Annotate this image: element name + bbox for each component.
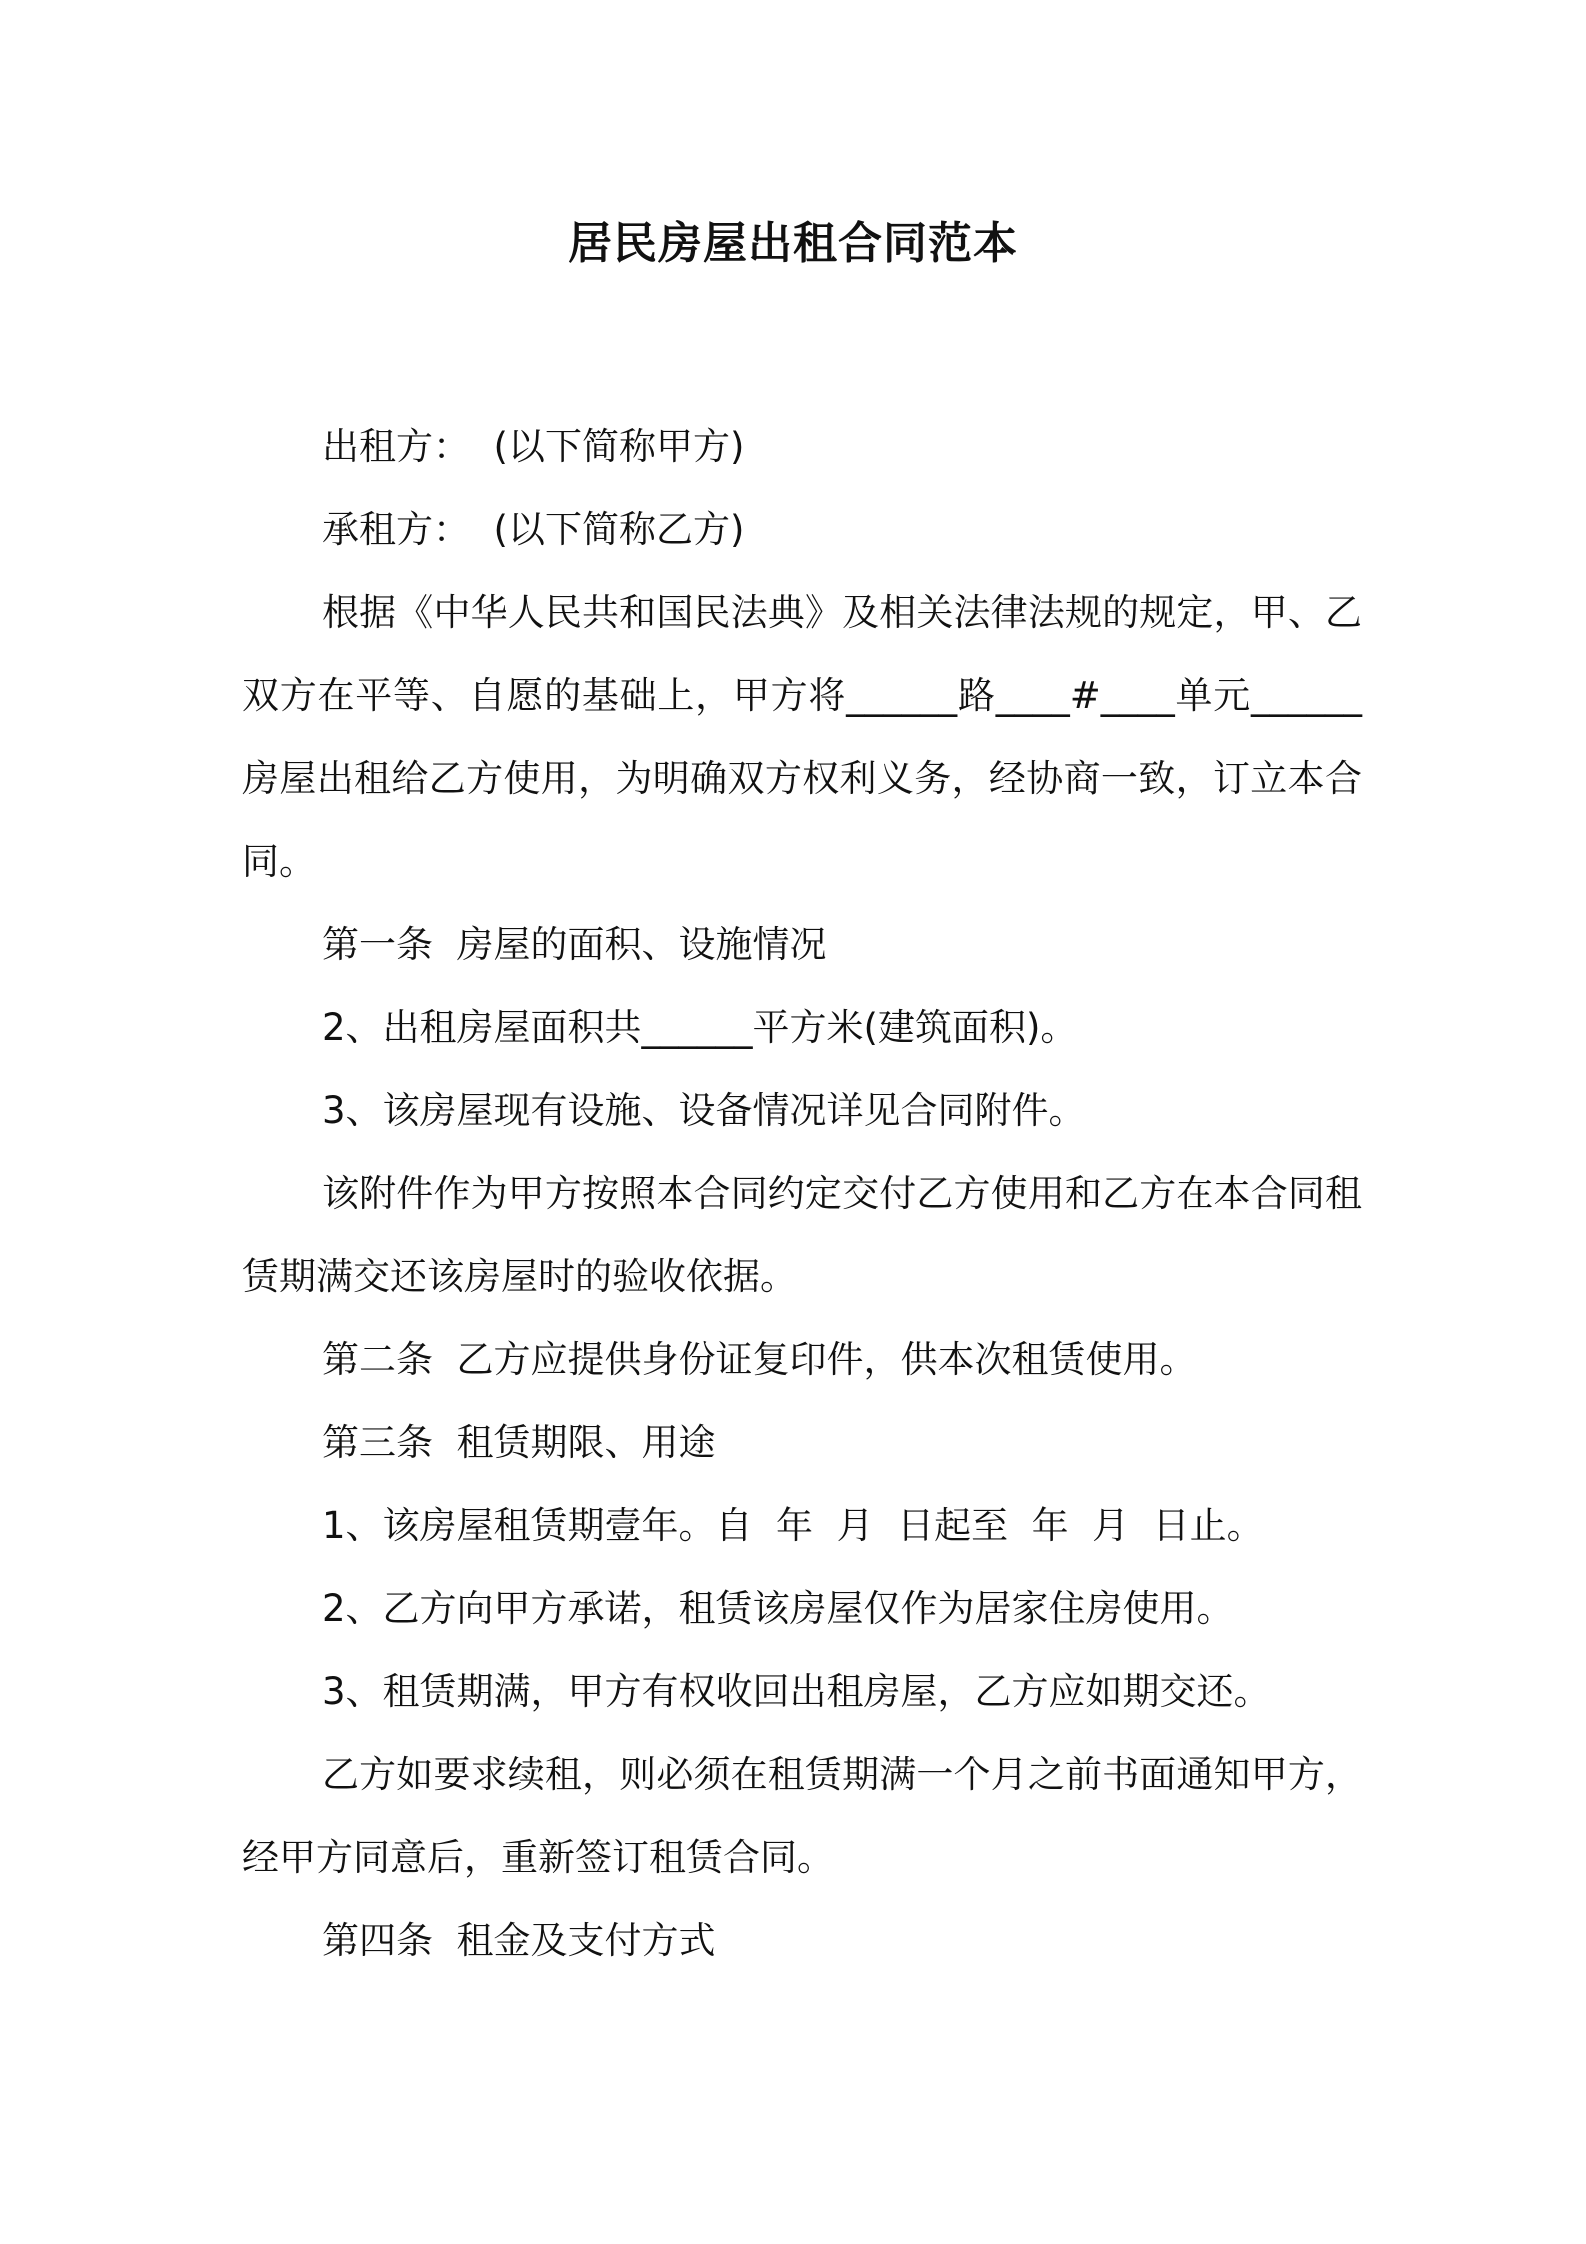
document-title: 居民房屋出租合同范本	[568, 218, 1018, 269]
preamble-paragraph: 根据《中华人民共和国民法典》及相关法律法规的规定，甲、乙双方在平等、自愿的基础上，甲方将______路____#____单元______房屋出租给乙方使用，为明确双方权利义务，经协商一致，订立本合同。	[242, 591, 1362, 883]
article-1-heading: 第一条 房屋的面积、设施情况	[322, 923, 827, 966]
article-3-item-1: 1、该房屋租赁期壹年。自 年 月 日起至 年 月 日止。	[322, 1504, 1264, 1547]
attachment-paragraph: 该附件作为甲方按照本合同约定交付乙方使用和乙方在本合同租赁期满交还该房屋时的验收依据。	[242, 1172, 1362, 1298]
article-2-heading: 第二条 乙方应提供身份证复印件，供本次租赁使用。	[322, 1338, 1197, 1381]
article-3-item-2: 2、乙方向甲方承诺，租赁该房屋仅作为居家住房使用。	[322, 1587, 1234, 1630]
article-4-heading: 第四条 租金及支付方式	[322, 1919, 716, 1962]
article-1-item-3: 3、该房屋现有设施、设备情况详见合同附件。	[322, 1089, 1086, 1132]
article-3-item-3: 3、租赁期满，甲方有权收回出租房屋，乙方应如期交还。	[322, 1670, 1271, 1713]
lessor-line: 出租方： (以下简称甲方)	[322, 425, 745, 468]
lessee-line: 承租方： (以下简称乙方)	[322, 508, 745, 551]
article-3-heading: 第三条 租赁期限、用途	[322, 1421, 716, 1464]
document-body	[242, 405, 1362, 1982]
article-1-item-2: 2、出租房屋面积共______平方米(建筑面积)。	[322, 1006, 1078, 1049]
renewal-paragraph: 乙方如要求续租，则必须在租赁期满一个月之前书面通知甲方，经甲方同意后，重新签订租赁合同。	[242, 1753, 1362, 1879]
